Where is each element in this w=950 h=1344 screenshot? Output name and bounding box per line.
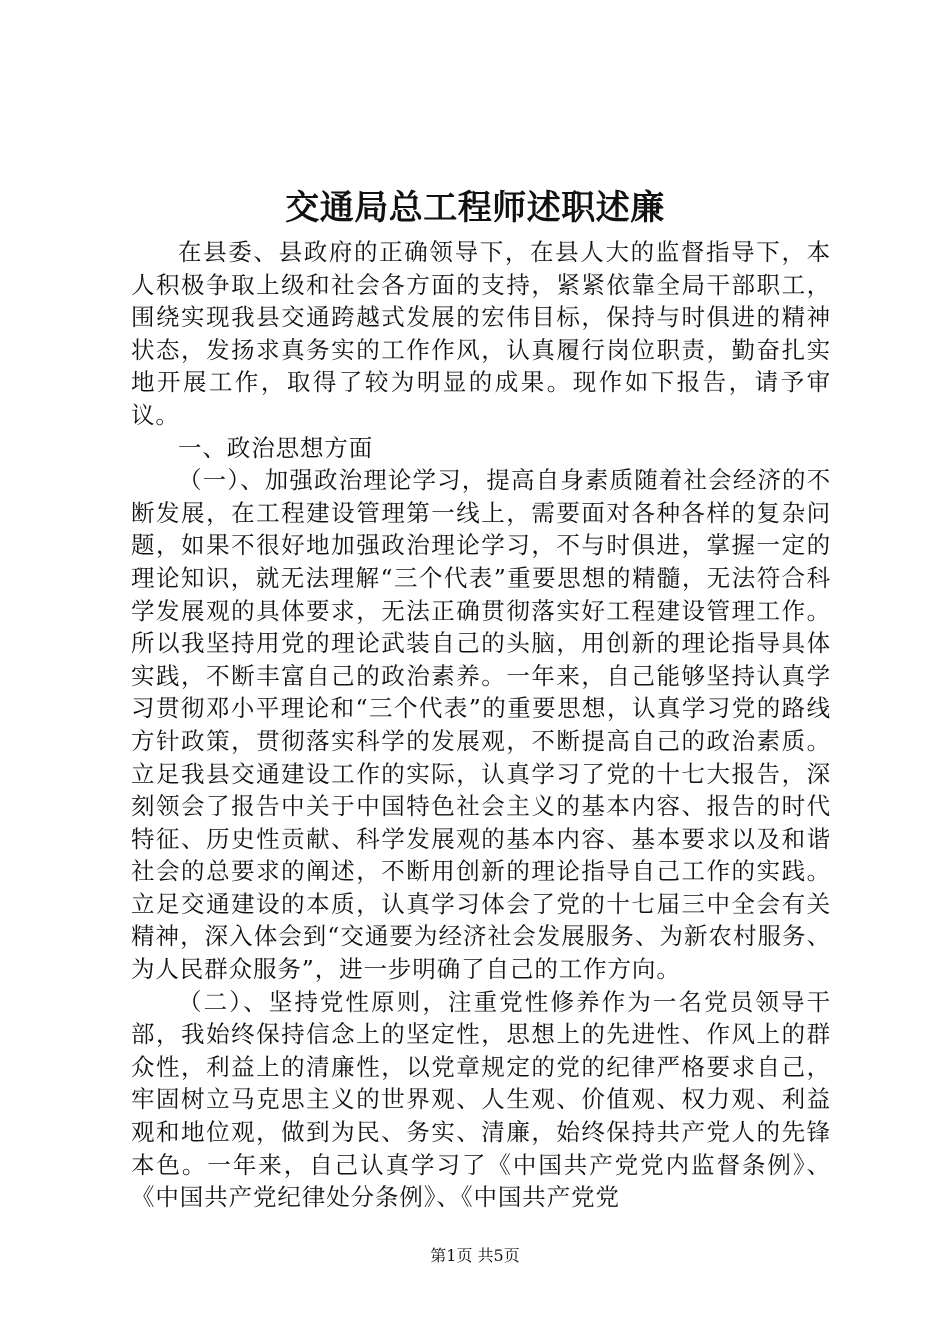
section-heading-political: 一、政治思想方面 <box>178 433 374 462</box>
page-footer: 第1页 共5页 <box>430 1246 520 1265</box>
paragraph-intro: 在县委、县政府的正确领导下，在县人大的监督指导下，本人积极争取上级和社会各方面的支持，紧紧依靠全局干部职工，围绕实现我县交通跨越式发展的宏伟目标，保持与时俱进的精神状态，发扬求真务实的工作作风，认真履行岗位职责，勤奋扎实地开展工作，取得了较为明显的成果。现作如下报告，请予审议。 <box>131 238 831 429</box>
paragraph-theory-study: （一）、加强政治理论学习，提高自身素质随着社会经济的不断发展，在工程建设管理第一线上，需要面对各种各样的复杂问题，如果不很好地加强政治理论学习，不与时俱进，掌握一定的理论知识，就无法理解“三个代表”重要思想的精髓，无法符合科学发展观的具体要求，无法正确贯彻落实好工程建设管理工作。所以我坚持用党的理论武装自己的头脑，用创新的理论指导具体实践，不断丰富自己的政治素养。一年来，自己能够坚持认真学习贯彻邓小平理论和“三个代表”的重要思想，认真学习党的路线方针政策，贯彻落实科学的发展观，不断提高自己的政治素质。立足我县交通建设工作的实际，认真学习了党的十七大报告，深刻领会了报告中关于中国特色社会主义的基本内容、报告的时代特征、历史性贡献、科学发展观的基本内容、基本要求以及和谐社会的总要求的阐述，不断用创新的理论指导自己工作的实践。立足交通建设的本质，认真学习体会了党的十七届三中全会有关精神，深入体会到“交通要为经济社会发展服务、为新农村服务、为人民群众服务”，进一步明确了自己的工作方向。 <box>131 466 831 984</box>
document-title: 交通局总工程师述职述廉 <box>285 188 665 228</box>
document-body <box>131 236 831 1214</box>
paragraph-party-principles: （二）、坚持党性原则，注重党性修养作为一名党员领导干部，我始终保持信念上的坚定性，思想上的先进性、作风上的群众性，利益上的清廉性，以党章规定的党的纪律严格要求自己，牢固树立马克思主义的世界观、人生观、价值观、权力观、利益观和地位观，做到为民、务实、清廉，始终保持共产党人的先锋本色。一年来，自己认真学习了《中国共产党党内监督条例》、《中国共产党纪律处分条例》、《中国共产党党 <box>131 987 831 1212</box>
